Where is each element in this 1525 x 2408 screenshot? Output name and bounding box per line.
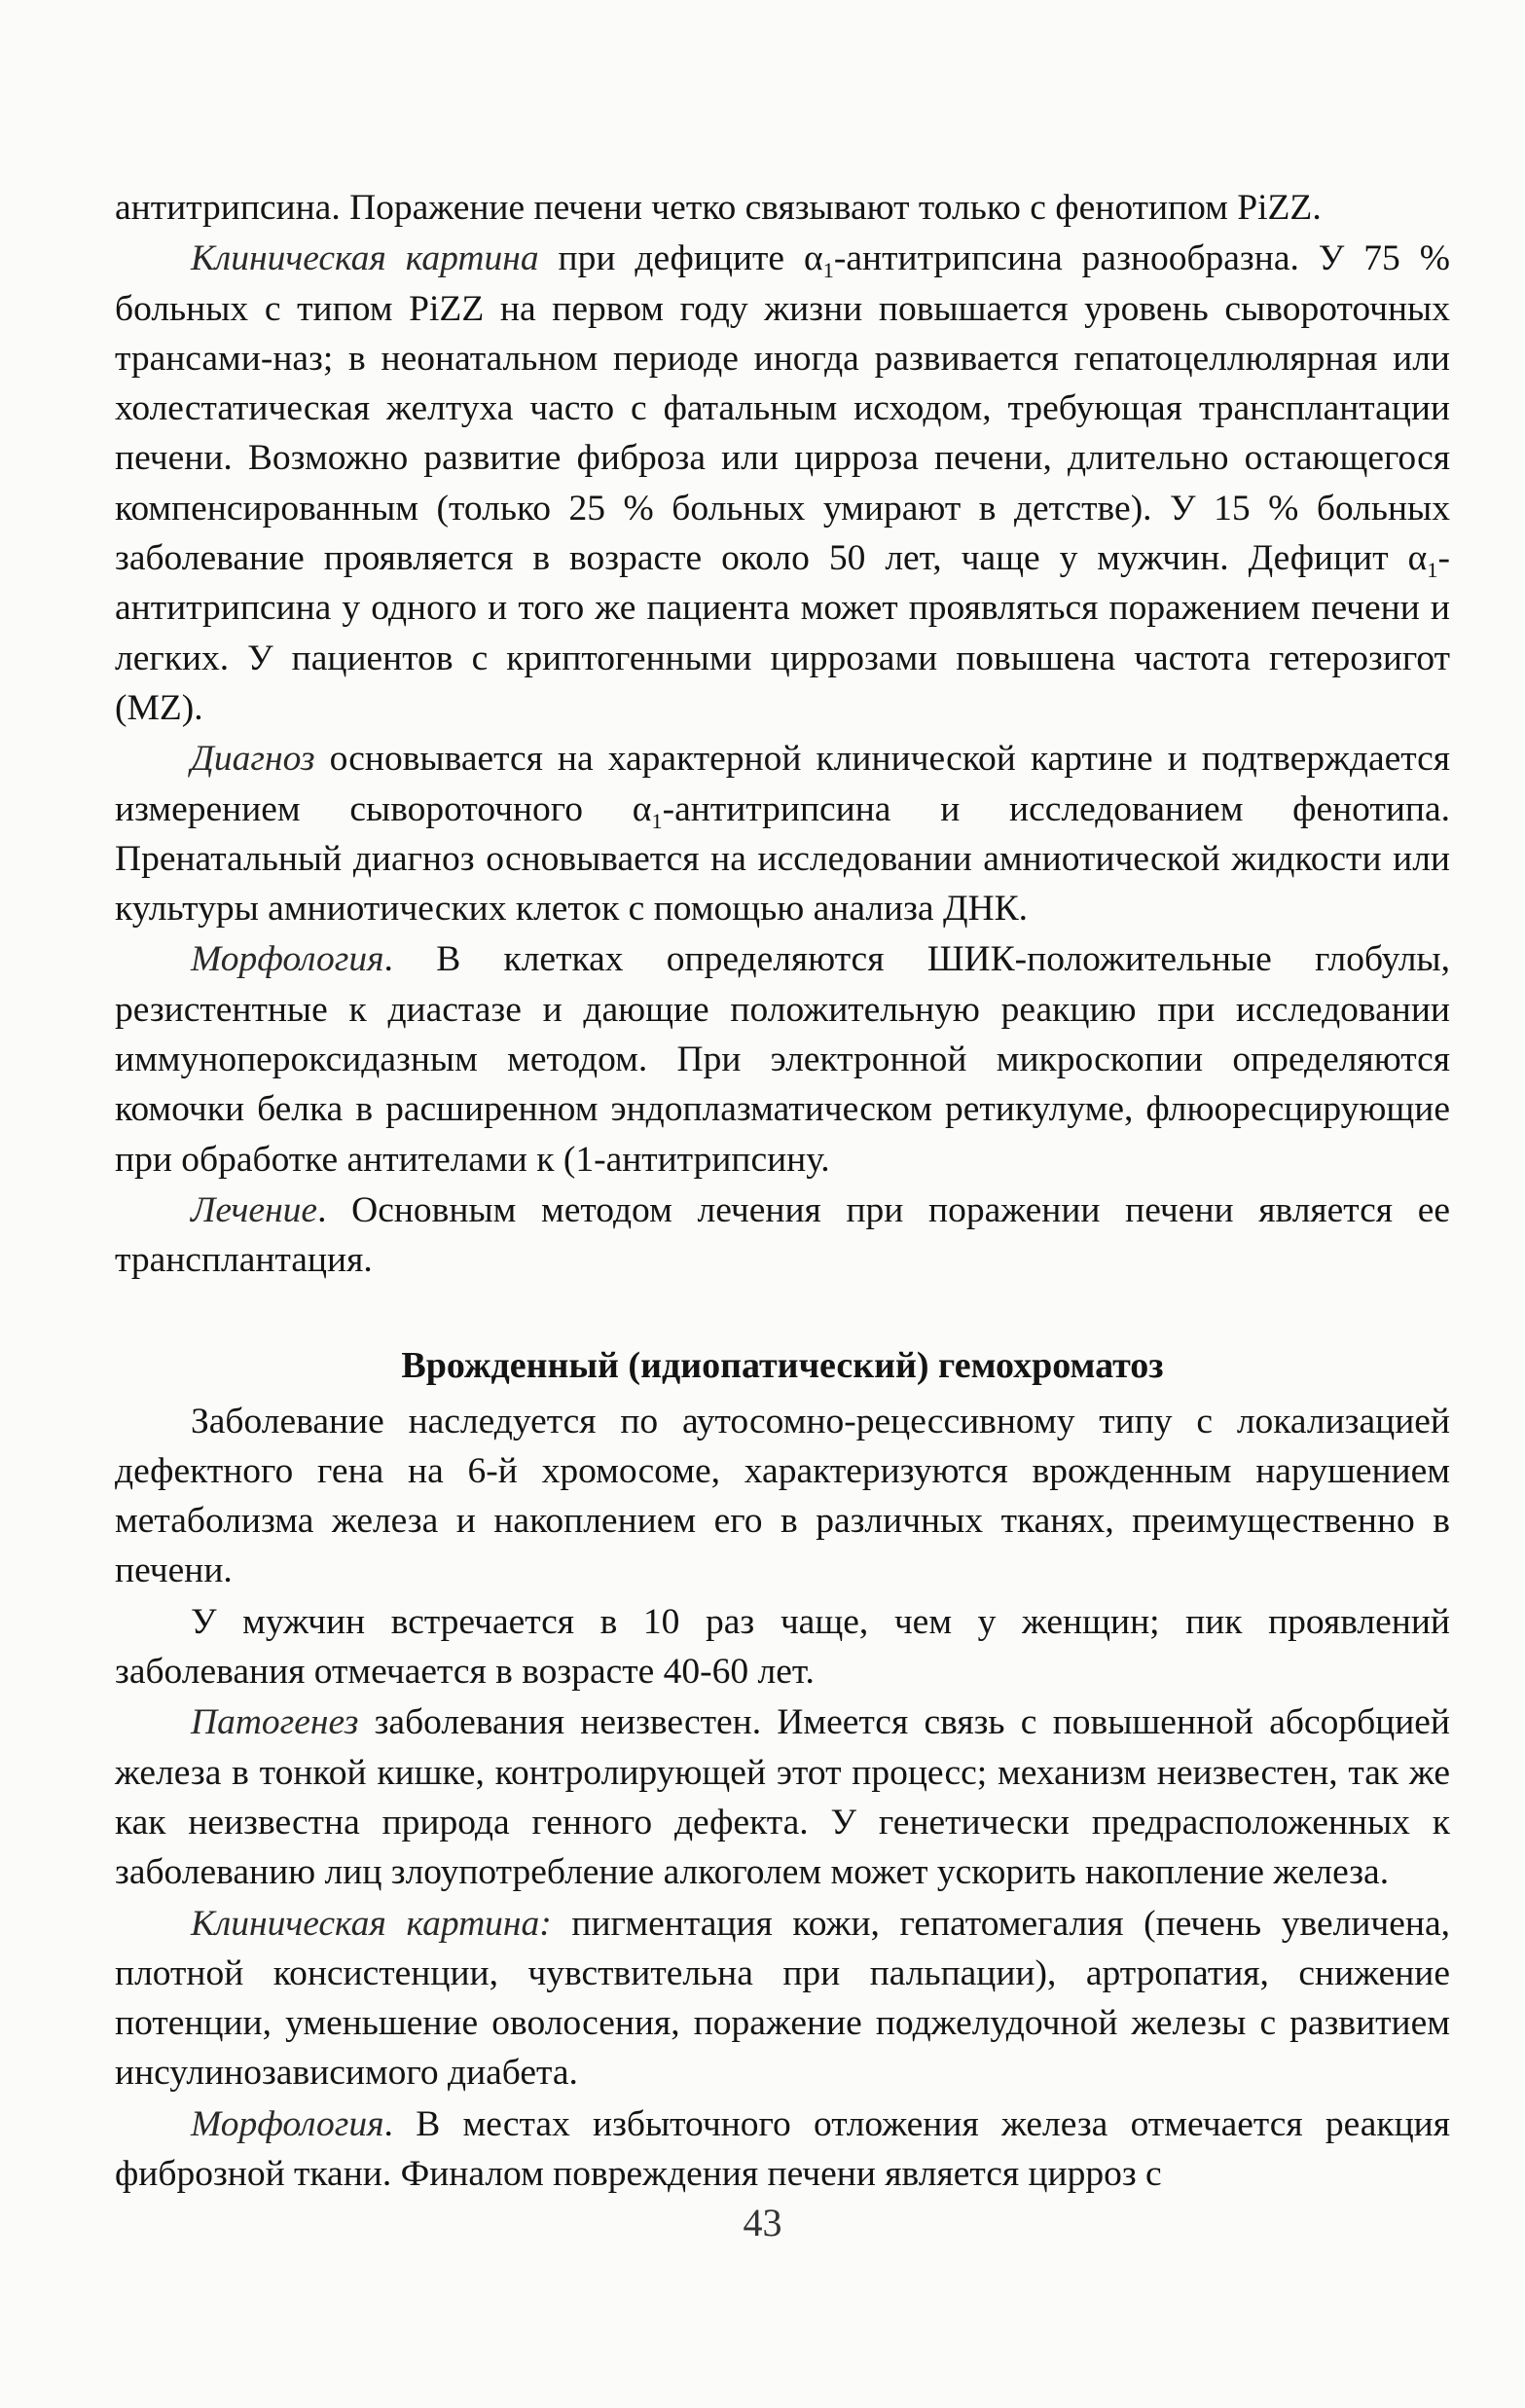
paragraph-lead: Лечение [191, 1189, 318, 1230]
subscript: 1 [1427, 557, 1438, 582]
paragraph-text: . В местах избыточного отложения железа отмечается реакция фиброзной ткани. Финалом повреждения печени является цирроз с [115, 2103, 1450, 2194]
paragraph-text: пигментация кожи, гепатомегалия (печень увеличена, плотной консистенции, чувствительна при пальпации), артропатия, снижение потенции, уменьшение оволосения, поражение поджелудочной железы с развитием инсулинозависимого диабета. [115, 1903, 1450, 2094]
paragraph-clinical-picture [115, 234, 1450, 733]
paragraph-text: -антитрипсина у одного и того же пациента может проявляться поражением печени и легких. У пациентов с криптогенными циррозами повышена частота гетерозигот (MZ). [115, 538, 1450, 728]
subscript: 1 [822, 258, 834, 283]
paragraph-text: . В клетках определяются ШИК-положительные глобулы, резистентные к диастазе и дающие положительную реакцию при исследовании иммунопероксидазным методом. При электронной микроскопии определяются комочки белка в расширенном эндоплазматическом ретикулуме, флюоресцирующие при обработке антителами к (1-антитрипсину. [115, 939, 1450, 1180]
paragraph-text: антитрипсина. Поражение печени четко связывают только с фенотипом PiZZ. [115, 188, 1322, 228]
paragraph-morphology [115, 934, 1450, 1184]
paragraph-text: У мужчин встречается в 10 раз чаще, чем у женщин; пик проявлений заболевания отмечается в возрасте 40-60 лет. [115, 1601, 1450, 1693]
paragraph-lead: Диагноз [191, 739, 315, 780]
paragraph-lead: Клиническая картина [191, 238, 539, 279]
paragraph-text: . Основным методом лечения при поражении печени является ее трансплантация. [115, 1189, 1450, 1281]
paragraph-inheritance [115, 1397, 1450, 1596]
page-text [115, 183, 1450, 2199]
page-number: 43 [743, 2201, 782, 2244]
paragraph-clinical-picture-2 [115, 1899, 1450, 2098]
paragraph-text: -антитрипсина разнообразна. У 75 % больных с типом PiZZ на первом году жизни повышается уровень сывороточных трансами-наз; в неонатальном периоде иногда развивается гепатоцеллюлярная или холестатическая желтуха часто с фатальным исходом, требующая трансплантации печени. Возможно развитие фиброза или цирроза печени, длительно остающегося компенсированным (только 25 % больных умирают в детстве). У 15 % больных заболевание проявляется в возрасте около 50 лет, чаще у мужчин. Дефицит α [115, 238, 1450, 579]
subscript: 1 [651, 808, 663, 833]
paragraph-text: основывается на характерной клинической картине и подтверждается измерением сывороточного α [115, 739, 1450, 829]
paragraph-text: при дефиците α [538, 238, 823, 279]
paragraph-morphology-2 [115, 2099, 1450, 2200]
paragraph-text: -антитрипсина и исследованием фенотипа. Пренатальный диагноз основывается на исследовании амниотической жидкости или культуры амниотических клеток с помощью анализа ДНК. [115, 788, 1450, 930]
paragraph-treatment [115, 1186, 1450, 1286]
paragraph-diagnosis [115, 734, 1450, 933]
paragraph-prevalence [115, 1597, 1450, 1697]
paragraph-lead: Клиническая картина: [191, 1903, 552, 1944]
paragraph-text: заболевания неизвестен. Имеется связь с повышенной абсорбцией железа в тонкой кишке, контролирующей этот процесс; механизм неизвестен, так же как неизвестна природа генного дефекта. У генетически предрасположенных к заболеванию лиц злоупотребление алкоголем может ускорить накопление железа. [115, 1702, 1450, 1893]
paragraph-lead: Морфология [191, 2103, 384, 2144]
paragraph-text: Заболевание наследуется по аутосомно-рецессивному типу с локализацией дефектного гена на 6-й хромосоме, характеризуются врожденным нарушением метаболизма железа и накоплением его в различных тканях, преимущественно в печени. [115, 1401, 1450, 1591]
paragraph-continuation [115, 183, 1450, 233]
paragraph-lead: Морфология [191, 939, 384, 980]
section-heading: Врожденный (идиопатический) гемохроматоз [401, 1344, 1164, 1386]
paragraph-pathogenesis [115, 1697, 1450, 1897]
paragraph-lead: Патогенез [191, 1702, 359, 1743]
